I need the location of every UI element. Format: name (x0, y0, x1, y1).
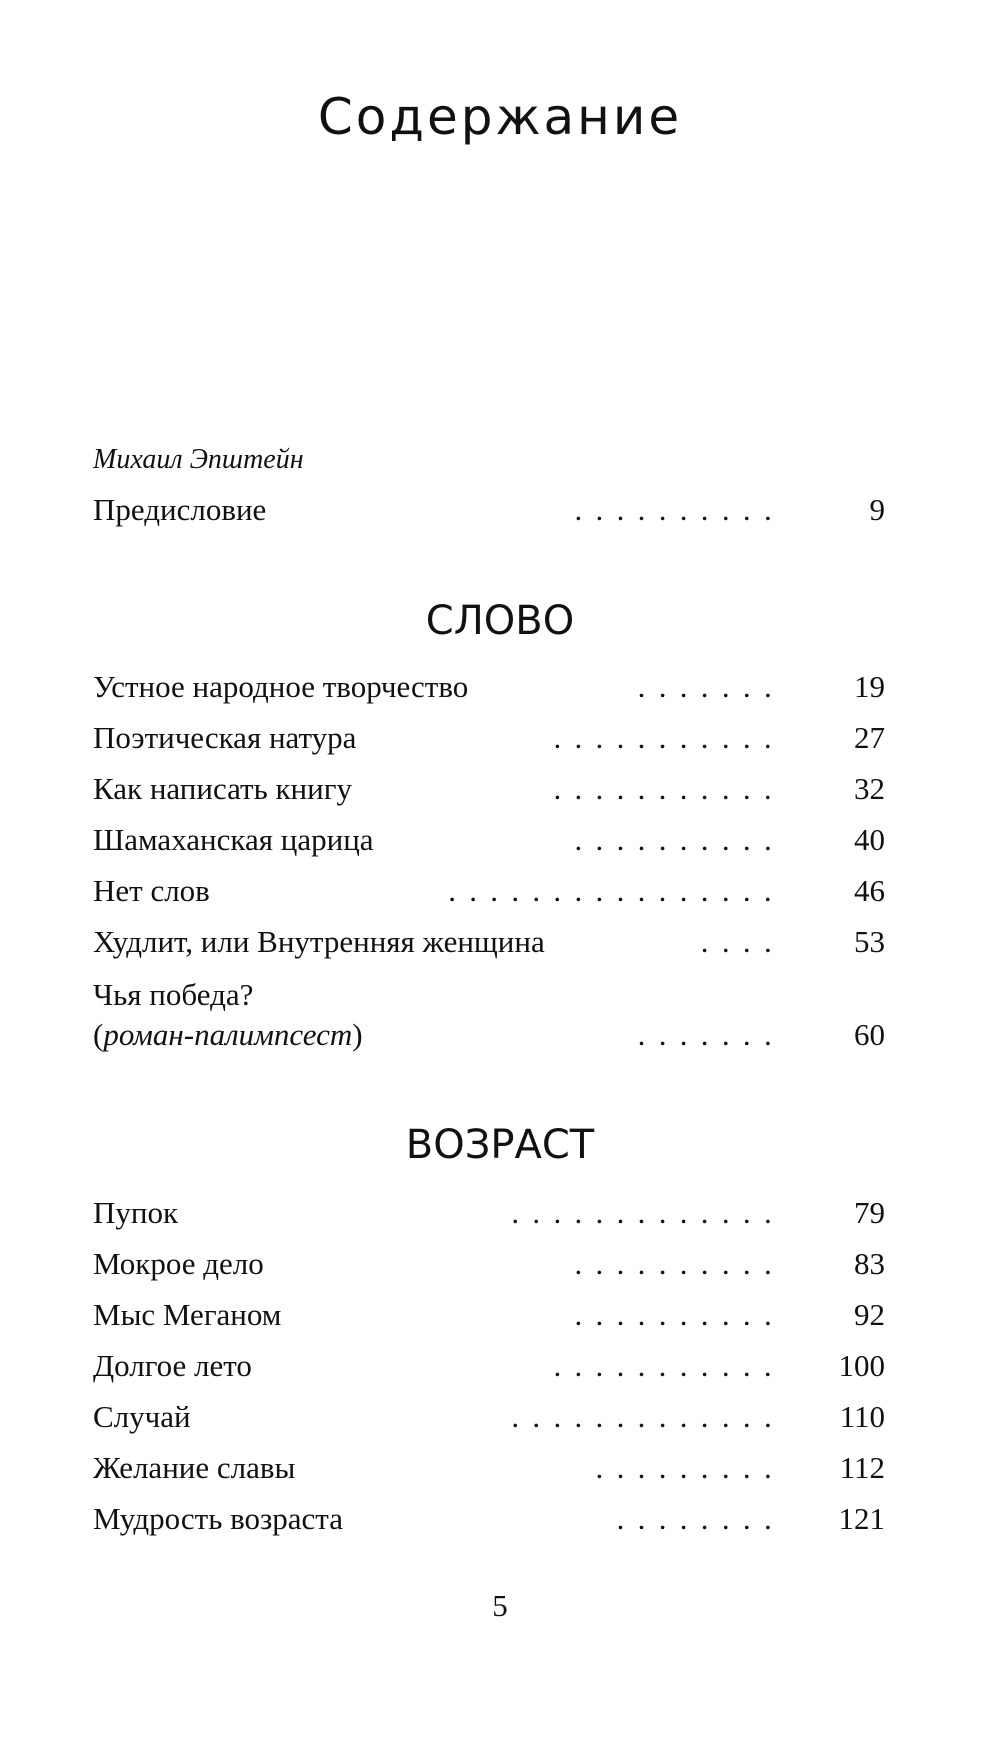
toc-entry-title: Случай (93, 1399, 191, 1434)
dot-leader: ............. (511, 1195, 785, 1230)
dot-leader: ........ (616, 1501, 785, 1536)
toc-entry-page: 121 (838, 1501, 885, 1536)
toc-entry-title: Шамаханская царица (93, 822, 374, 857)
toc-entry[interactable] (93, 1244, 885, 1284)
dot-leader: ....... (637, 669, 785, 704)
toc-entry-page: 40 (854, 822, 885, 857)
toc-entry-page: 19 (854, 669, 885, 704)
toc-entry-title-line1: Чья победа? (93, 977, 254, 1012)
toc-entry[interactable] (93, 1346, 885, 1386)
dot-leader: ........... (553, 720, 785, 755)
toc-entry-title-line2 (93, 1015, 363, 1055)
toc-entry-page: 27 (854, 720, 885, 755)
dot-leader: .... (700, 924, 785, 959)
toc-entry-title: Мокрое дело (93, 1246, 264, 1281)
toc-entry-title: Пупок (93, 1195, 179, 1230)
toc-entry-title: Мудрость возраста (93, 1501, 343, 1536)
page-title: Содержание (317, 88, 683, 146)
toc-entry-page: 9 (869, 492, 885, 527)
toc-entry-page: 100 (838, 1348, 885, 1383)
dot-leader: ......... (595, 1450, 785, 1485)
toc-entry-page: 110 (839, 1399, 885, 1434)
toc-entry-page: 83 (854, 1246, 885, 1281)
dot-leader: .......... (574, 492, 785, 527)
toc-entry[interactable] (93, 718, 885, 758)
toc-entry[interactable] (93, 667, 885, 707)
dot-leader: .......... (574, 822, 785, 857)
dot-leader: ........... (553, 1348, 785, 1383)
toc-entry-page: 112 (839, 1450, 885, 1485)
dot-leader: .......... (574, 1297, 785, 1332)
toc-entry[interactable] (93, 1193, 885, 1233)
page-number: 5 (492, 1588, 508, 1623)
toc-entry-title: Желание славы (93, 1450, 296, 1485)
toc-entry-title: Предисловие (93, 492, 267, 527)
toc-entry[interactable] (93, 871, 885, 911)
toc-entry-title: Нет слов (93, 873, 210, 908)
preface-author: Михаил Эпштейн (93, 444, 304, 475)
dot-leader: ............. (511, 1399, 785, 1434)
paren-open: ( (93, 1017, 104, 1052)
toc-entry-title: Мыс Меганом (93, 1297, 282, 1332)
dot-leader: ................ (448, 873, 785, 908)
subtitle-italic: роман-палимпсест (103, 1017, 353, 1052)
toc-entry-page: 79 (854, 1195, 885, 1230)
toc-entry-title: Устное народное творчество (93, 669, 469, 704)
dot-leader: .......... (574, 1246, 785, 1281)
paren-close: ) (352, 1017, 363, 1052)
toc-entry[interactable] (93, 1499, 885, 1539)
toc-entry[interactable] (93, 769, 885, 809)
toc-entry[interactable] (93, 922, 885, 962)
toc-entry-page: 53 (854, 924, 885, 959)
toc-entry[interactable] (93, 1015, 885, 1055)
toc-entry[interactable] (93, 1295, 885, 1335)
toc-entry[interactable] (93, 1397, 885, 1437)
toc-entry-page: 46 (854, 873, 885, 908)
toc-entry-page: 60 (854, 1017, 885, 1052)
toc-entry[interactable] (93, 820, 885, 860)
section-heading-vozrast: ВОЗРАСТ (405, 1122, 595, 1168)
toc-entry-title: Худлит, или Внутренняя женщина (93, 924, 545, 959)
toc-entry-page: 92 (854, 1297, 885, 1332)
dot-leader: ....... (637, 1017, 785, 1052)
toc-entry-preface[interactable] (93, 490, 885, 530)
toc-entry-title: Как написать книгу (93, 771, 352, 806)
toc-entry-title: Долгое лето (93, 1348, 252, 1383)
toc-entry-title: Поэтическая натура (93, 720, 357, 755)
dot-leader: ........... (553, 771, 785, 806)
toc-entry-page: 32 (854, 771, 885, 806)
toc-entry[interactable] (93, 1448, 885, 1488)
section-heading-slovo: СЛОВО (425, 598, 575, 644)
